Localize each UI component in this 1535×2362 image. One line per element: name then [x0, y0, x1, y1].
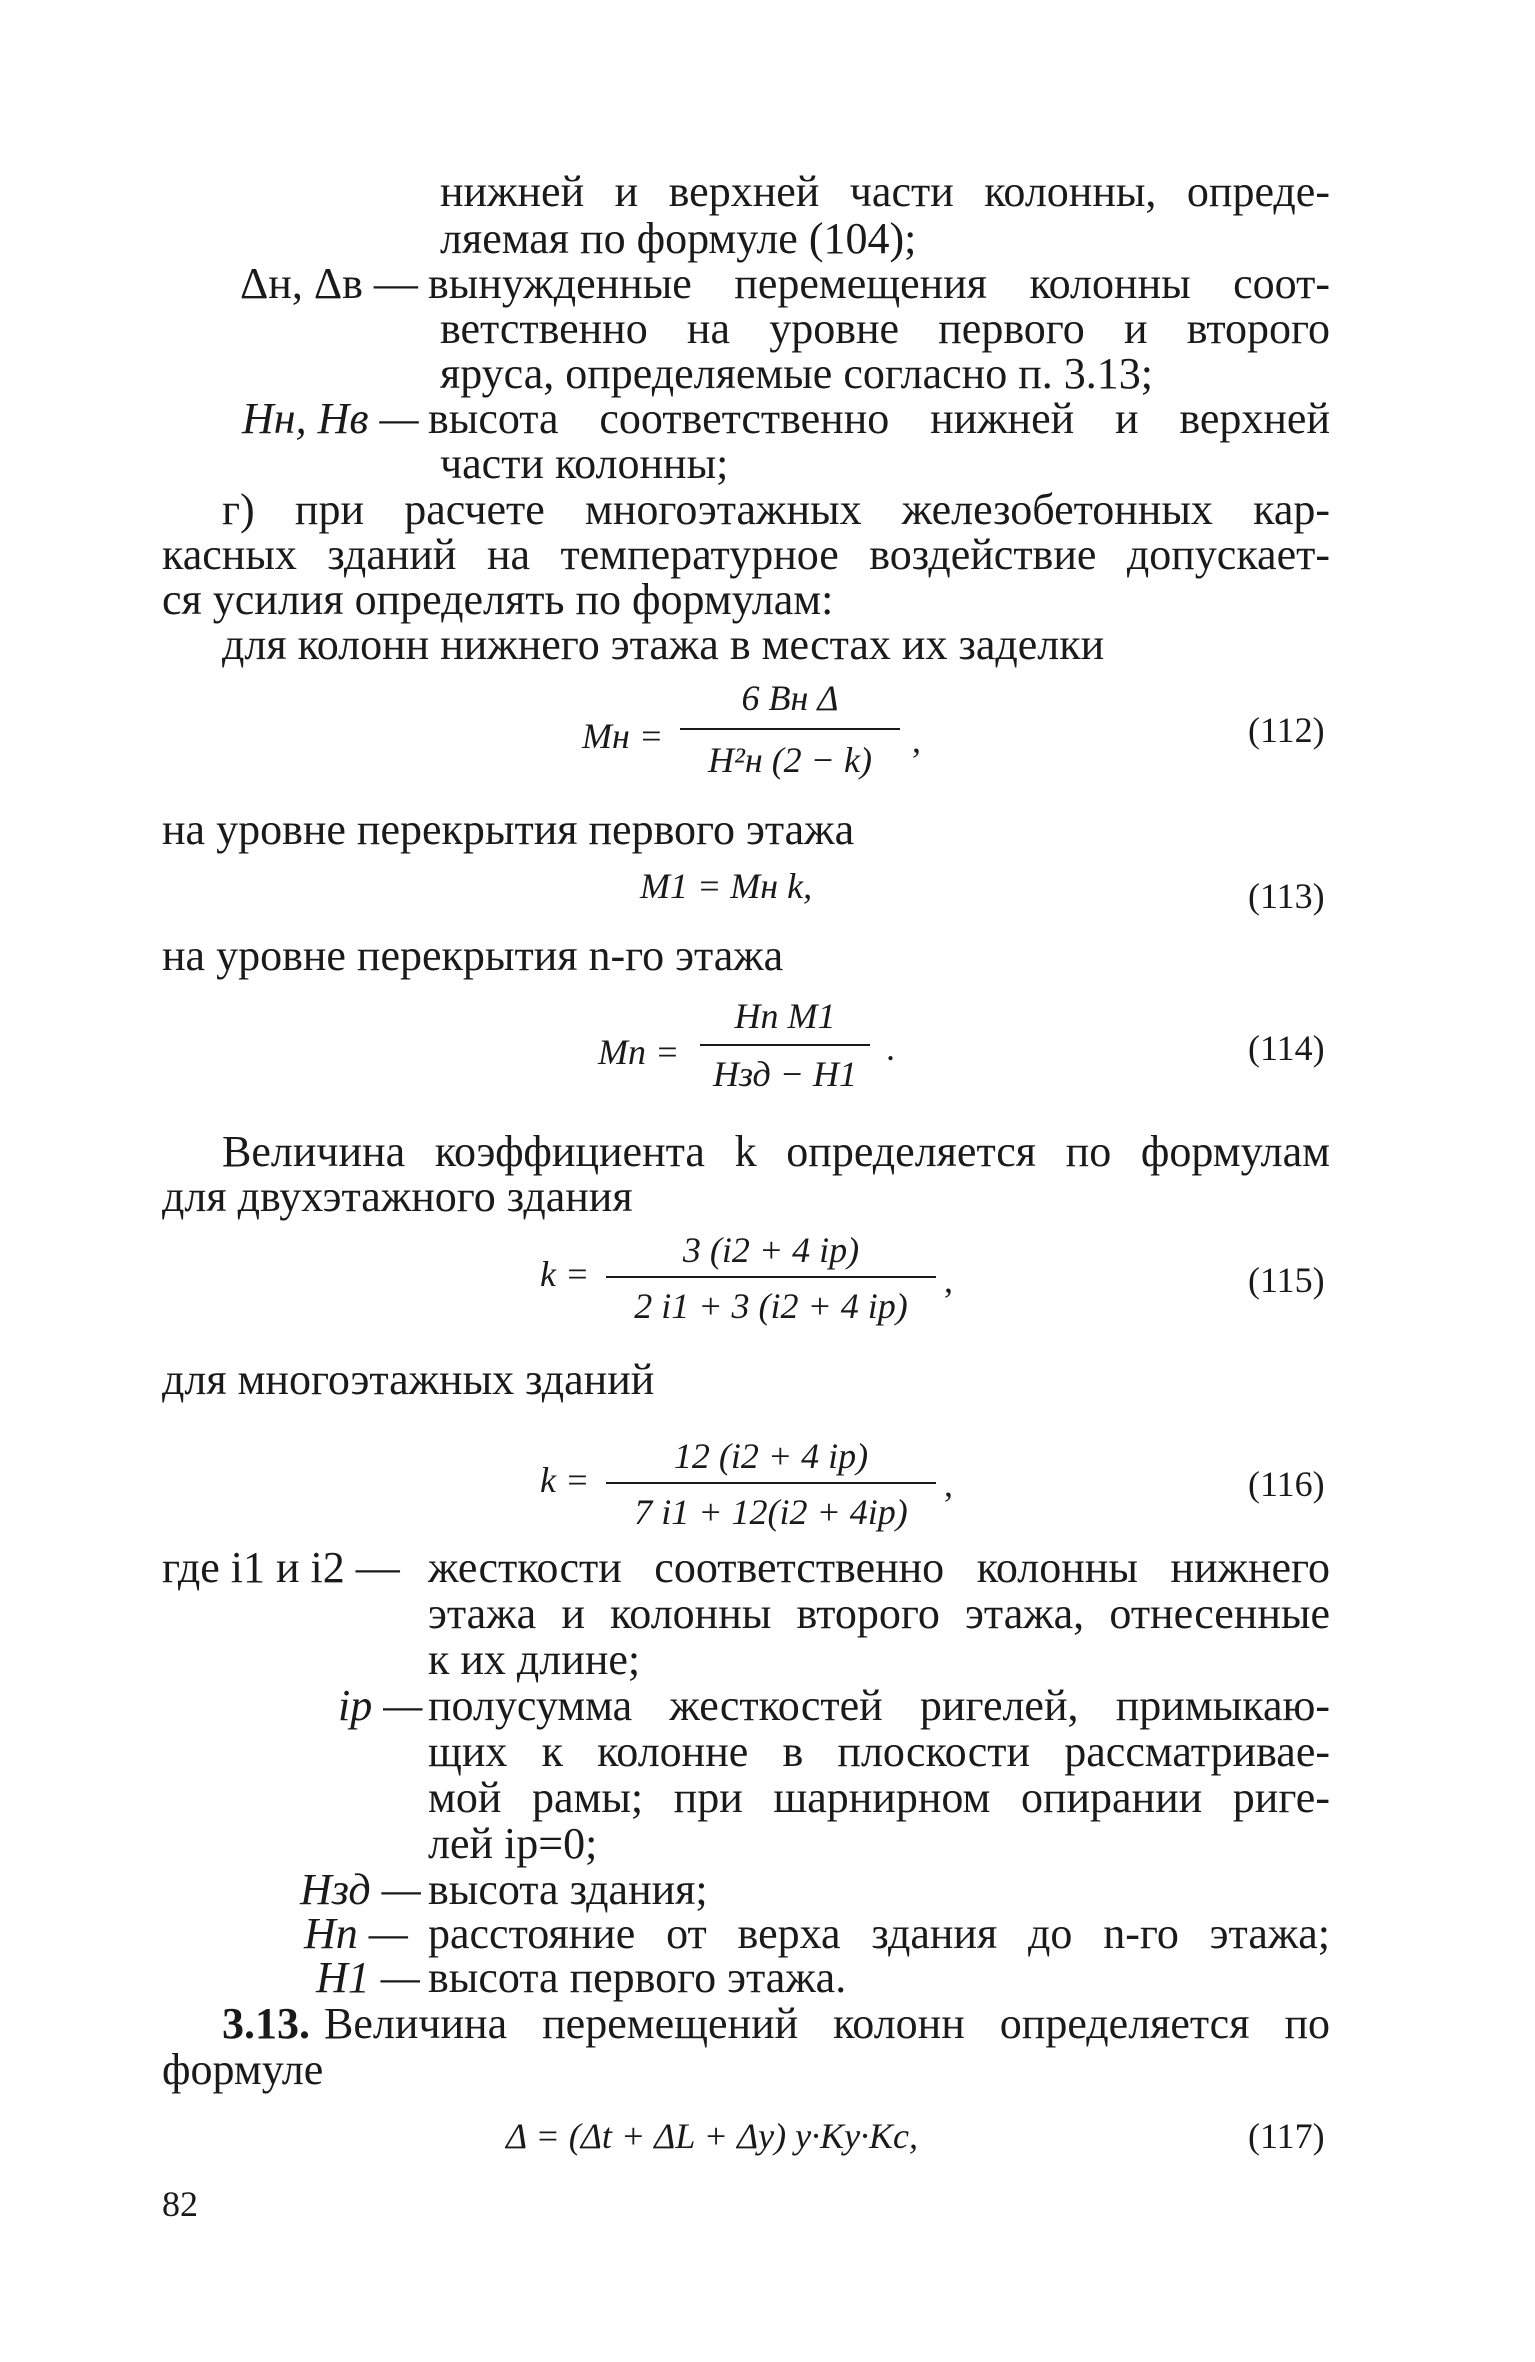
- eq116-denominator: 7 i1 + 12(i2 + 4ip): [634, 1492, 908, 1532]
- section-number: 3.13.: [222, 1999, 310, 2048]
- i-def-line1: жесткости соответственно колонны нижнего: [428, 1543, 1330, 1592]
- eq116-number: (116): [1248, 1464, 1325, 1504]
- eq112-denominator: H²н (2 − k): [708, 740, 872, 780]
- eq113-expr: M1 = Mн k,: [640, 866, 813, 906]
- eq114-fraction: [700, 998, 870, 1098]
- i-term: где i1 и i2 —: [162, 1543, 400, 1592]
- delta-def-line1: вынужденные перемещения колонны соот-: [428, 259, 1330, 308]
- eq117-expr: Δ = (Δt + ΔL + Δy) y·Ky·Kc,: [506, 2116, 919, 2156]
- para-313-text: Величина перемещений колонн определяется по: [324, 1999, 1330, 2048]
- ip-def-line1: полусумма жесткостей ригелей, примыкаю-: [428, 1681, 1330, 1730]
- eq114-numerator: Hn M1: [734, 996, 836, 1036]
- eq114-lhs: Mn =: [598, 1032, 680, 1072]
- i-def-line2: этажа и колонны второго этажа, отнесенные: [428, 1589, 1330, 1638]
- para-k-line2: для двухэтажного здания: [162, 1172, 633, 1221]
- eq116-fraction: [606, 1438, 936, 1538]
- hzd-def: высота здания;: [428, 1865, 708, 1914]
- text-leveln: на уровне перекрытия n-го этажа: [162, 931, 784, 980]
- eq115-tail: ,: [944, 1260, 953, 1300]
- eq115-numerator: 3 (i2 + 4 ip): [682, 1230, 860, 1270]
- h-def-line2: части колонны;: [440, 439, 729, 488]
- para-g-line4: для колонн нижнего этажа в местах их заделки: [222, 620, 1105, 669]
- defs-top-line2: ляемая по формуле (104);: [440, 214, 917, 263]
- para-k-line1: Величина коэффициента k определяется по формулам: [222, 1127, 1330, 1176]
- delta-def-line3: яруса, определяемые согласно п. 3.13;: [440, 349, 1154, 398]
- eq112-fraction-bar: [680, 728, 900, 730]
- para-g-line3: ся усилия определять по формулам:: [162, 575, 834, 624]
- i-def-line3: к их длине;: [428, 1635, 641, 1684]
- eq114-fraction-bar: [700, 1044, 870, 1046]
- eq114-denominator: Hзд − H1: [712, 1054, 858, 1094]
- delta-term: Δн, Δв —: [240, 259, 418, 308]
- eq116-lhs: k =: [540, 1460, 590, 1500]
- para-g-line1: г) при расчете многоэтажных железобетонных кар-: [222, 485, 1330, 534]
- eq116-fraction-bar: [606, 1482, 936, 1484]
- defs-top-line1: нижней и верхней части колонны, опреде-: [440, 167, 1330, 216]
- ip-def-line2: щих к колонне в плоскости рассматривае-: [428, 1727, 1330, 1776]
- eq117-number: (117): [1248, 2116, 1325, 2156]
- page-number: 82: [162, 2184, 198, 2224]
- para-313-line1: [222, 1999, 1330, 2048]
- ip-term: ip —: [338, 1681, 423, 1730]
- text-multi: для многоэтажных зданий: [162, 1355, 655, 1404]
- para-g-line2: касных зданий на температурное воздействие допускает-: [162, 530, 1330, 579]
- eq115-fraction-bar: [606, 1276, 936, 1278]
- h1-def: высота первого этажа.: [428, 1953, 847, 2002]
- hzd-term: Hзд —: [300, 1865, 421, 1914]
- h-term: Hн, Hв —: [242, 394, 419, 443]
- eq116-numerator: 12 (i2 + 4 ip): [673, 1436, 869, 1476]
- eq114-tail: .: [886, 1028, 895, 1068]
- h-def-line1: высота соответственно нижней и верхней: [428, 394, 1330, 443]
- eq112-number: (112): [1248, 710, 1325, 750]
- eq112-numerator: 6 Bн Δ: [741, 678, 839, 718]
- hn-def: расстояние от верха здания до n-го этажа;: [428, 1909, 1330, 1958]
- h1-term: H1 —: [316, 1953, 420, 2002]
- eq115-denominator: 2 i1 + 3 (i2 + 4 ip): [634, 1286, 908, 1326]
- eq115-number: (115): [1248, 1260, 1325, 1300]
- eq112-lhs: Mн =: [582, 716, 664, 756]
- eq115-lhs: k =: [540, 1254, 590, 1294]
- eq115-fraction: [606, 1232, 936, 1332]
- eq112-tail: ,: [912, 720, 921, 760]
- eq116-tail: ,: [944, 1464, 953, 1504]
- ip-def-line3: мой рамы; при шарнирном опирании риге-: [428, 1773, 1330, 1822]
- eq113-number: (113): [1248, 876, 1325, 916]
- delta-def-line2: ветственно на уровне первого и второго: [440, 304, 1330, 353]
- hn-term: Hn —: [304, 1909, 408, 1958]
- para-313-line2: формуле: [162, 2045, 324, 2094]
- text-level1: на уровне перекрытия первого этажа: [162, 805, 855, 854]
- ip-def-line4: лей ip=0;: [428, 1819, 598, 1868]
- eq112-fraction: [680, 680, 900, 780]
- eq114-number: (114): [1248, 1028, 1325, 1068]
